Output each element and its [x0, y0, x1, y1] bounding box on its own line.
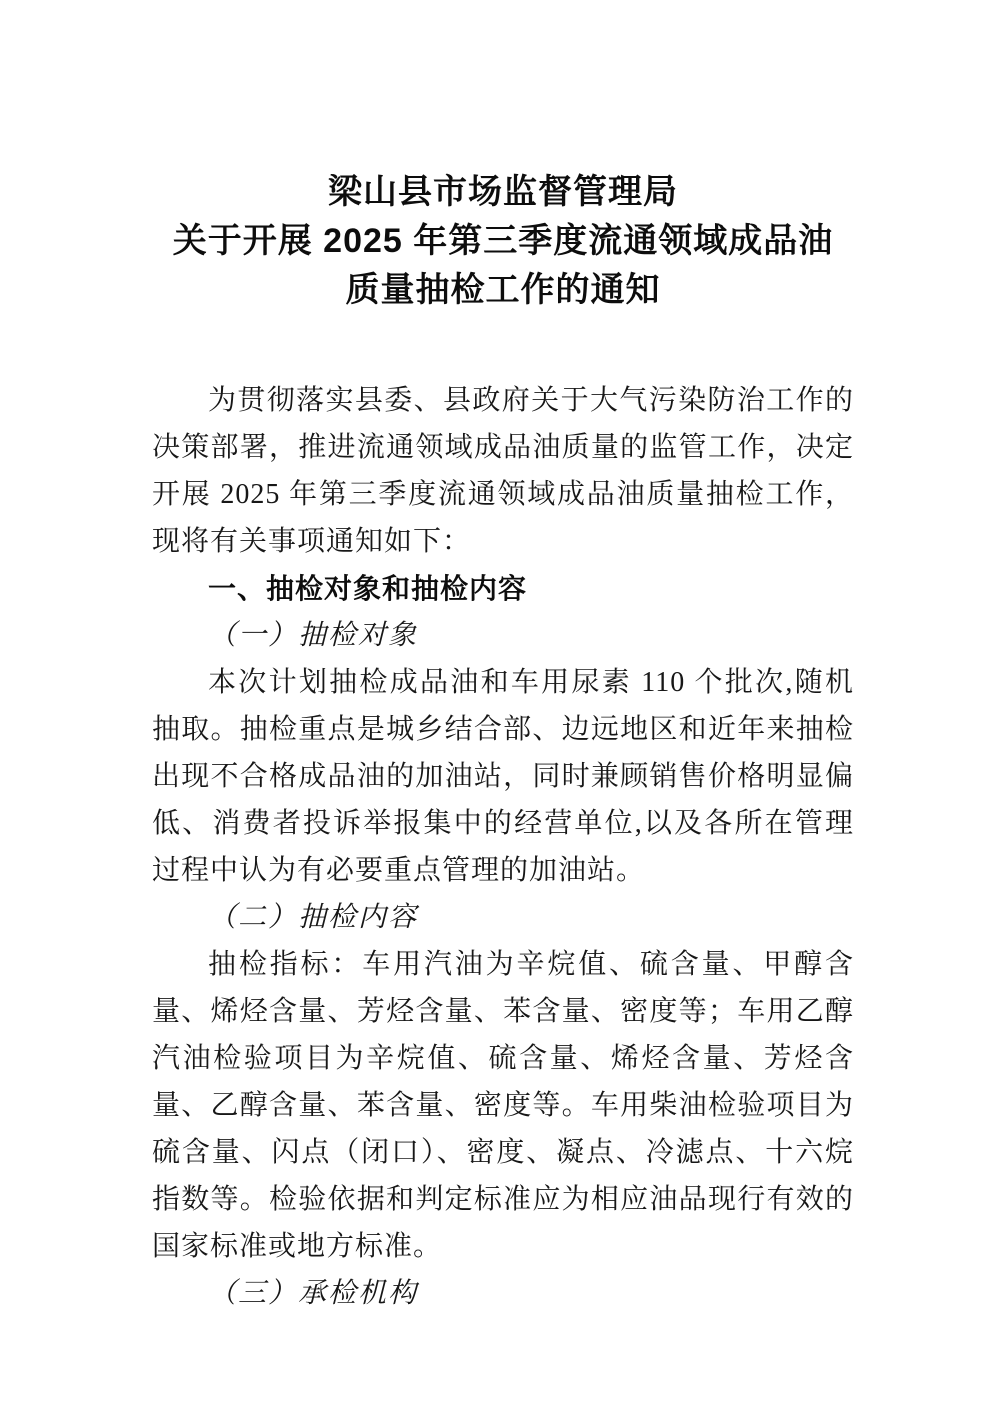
title-line-subject: 关于开展 2025 年第三季度流通领域成品油: [172, 222, 834, 260]
section-1-3-heading: （三）承检机构: [208, 1278, 419, 1309]
title-line-issuer: 梁山县市场监督管理局: [328, 173, 678, 211]
section-1-2-heading: （二）抽检内容: [208, 902, 419, 933]
section-1-1-body: 本次计划抽检成品油和车用尿素 110 个批次,随机抽取。抽检重点是城乡结合部、边远地区和近年来抽检出现不合格成品油的加油站，同时兼顾销售价格明显偏低、消费者投诉举报集中的经营单位,以及各所在管理过程中认为有必要重点管理的加油站。: [152, 667, 854, 886]
section-1-1-heading: （一）抽检对象: [208, 620, 419, 651]
title-line-notice-type: 质量抽检工作的通知: [345, 271, 661, 309]
document-title: [152, 168, 854, 315]
section-1-2-body: 抽检指标：车用汽油为辛烷值、硫含量、甲醇含量、烯烃含量、芳烃含量、苯含量、密度等；车用乙醇汽油检验项目为辛烷值、硫含量、烯烃含量、芳烃含量、乙醇含量、苯含量、密度等。车用柴油检验项目为硫含量、闪点（闭口）、密度、凝点、冷滤点、十六烷指数等。检验依据和判定标准应为相应油品现行有效的国家标准或地方标准。: [152, 949, 854, 1262]
section-1-heading: 一、抽检对象和抽检内容: [208, 573, 528, 604]
intro-paragraph: 为贯彻落实县委、县政府关于大气污染防治工作的决策部署，推进流通领域成品油质量的监管工作，决定开展 2025 年第三季度流通领域成品油质量抽检工作，现将有关事项通知如下：: [152, 385, 854, 557]
